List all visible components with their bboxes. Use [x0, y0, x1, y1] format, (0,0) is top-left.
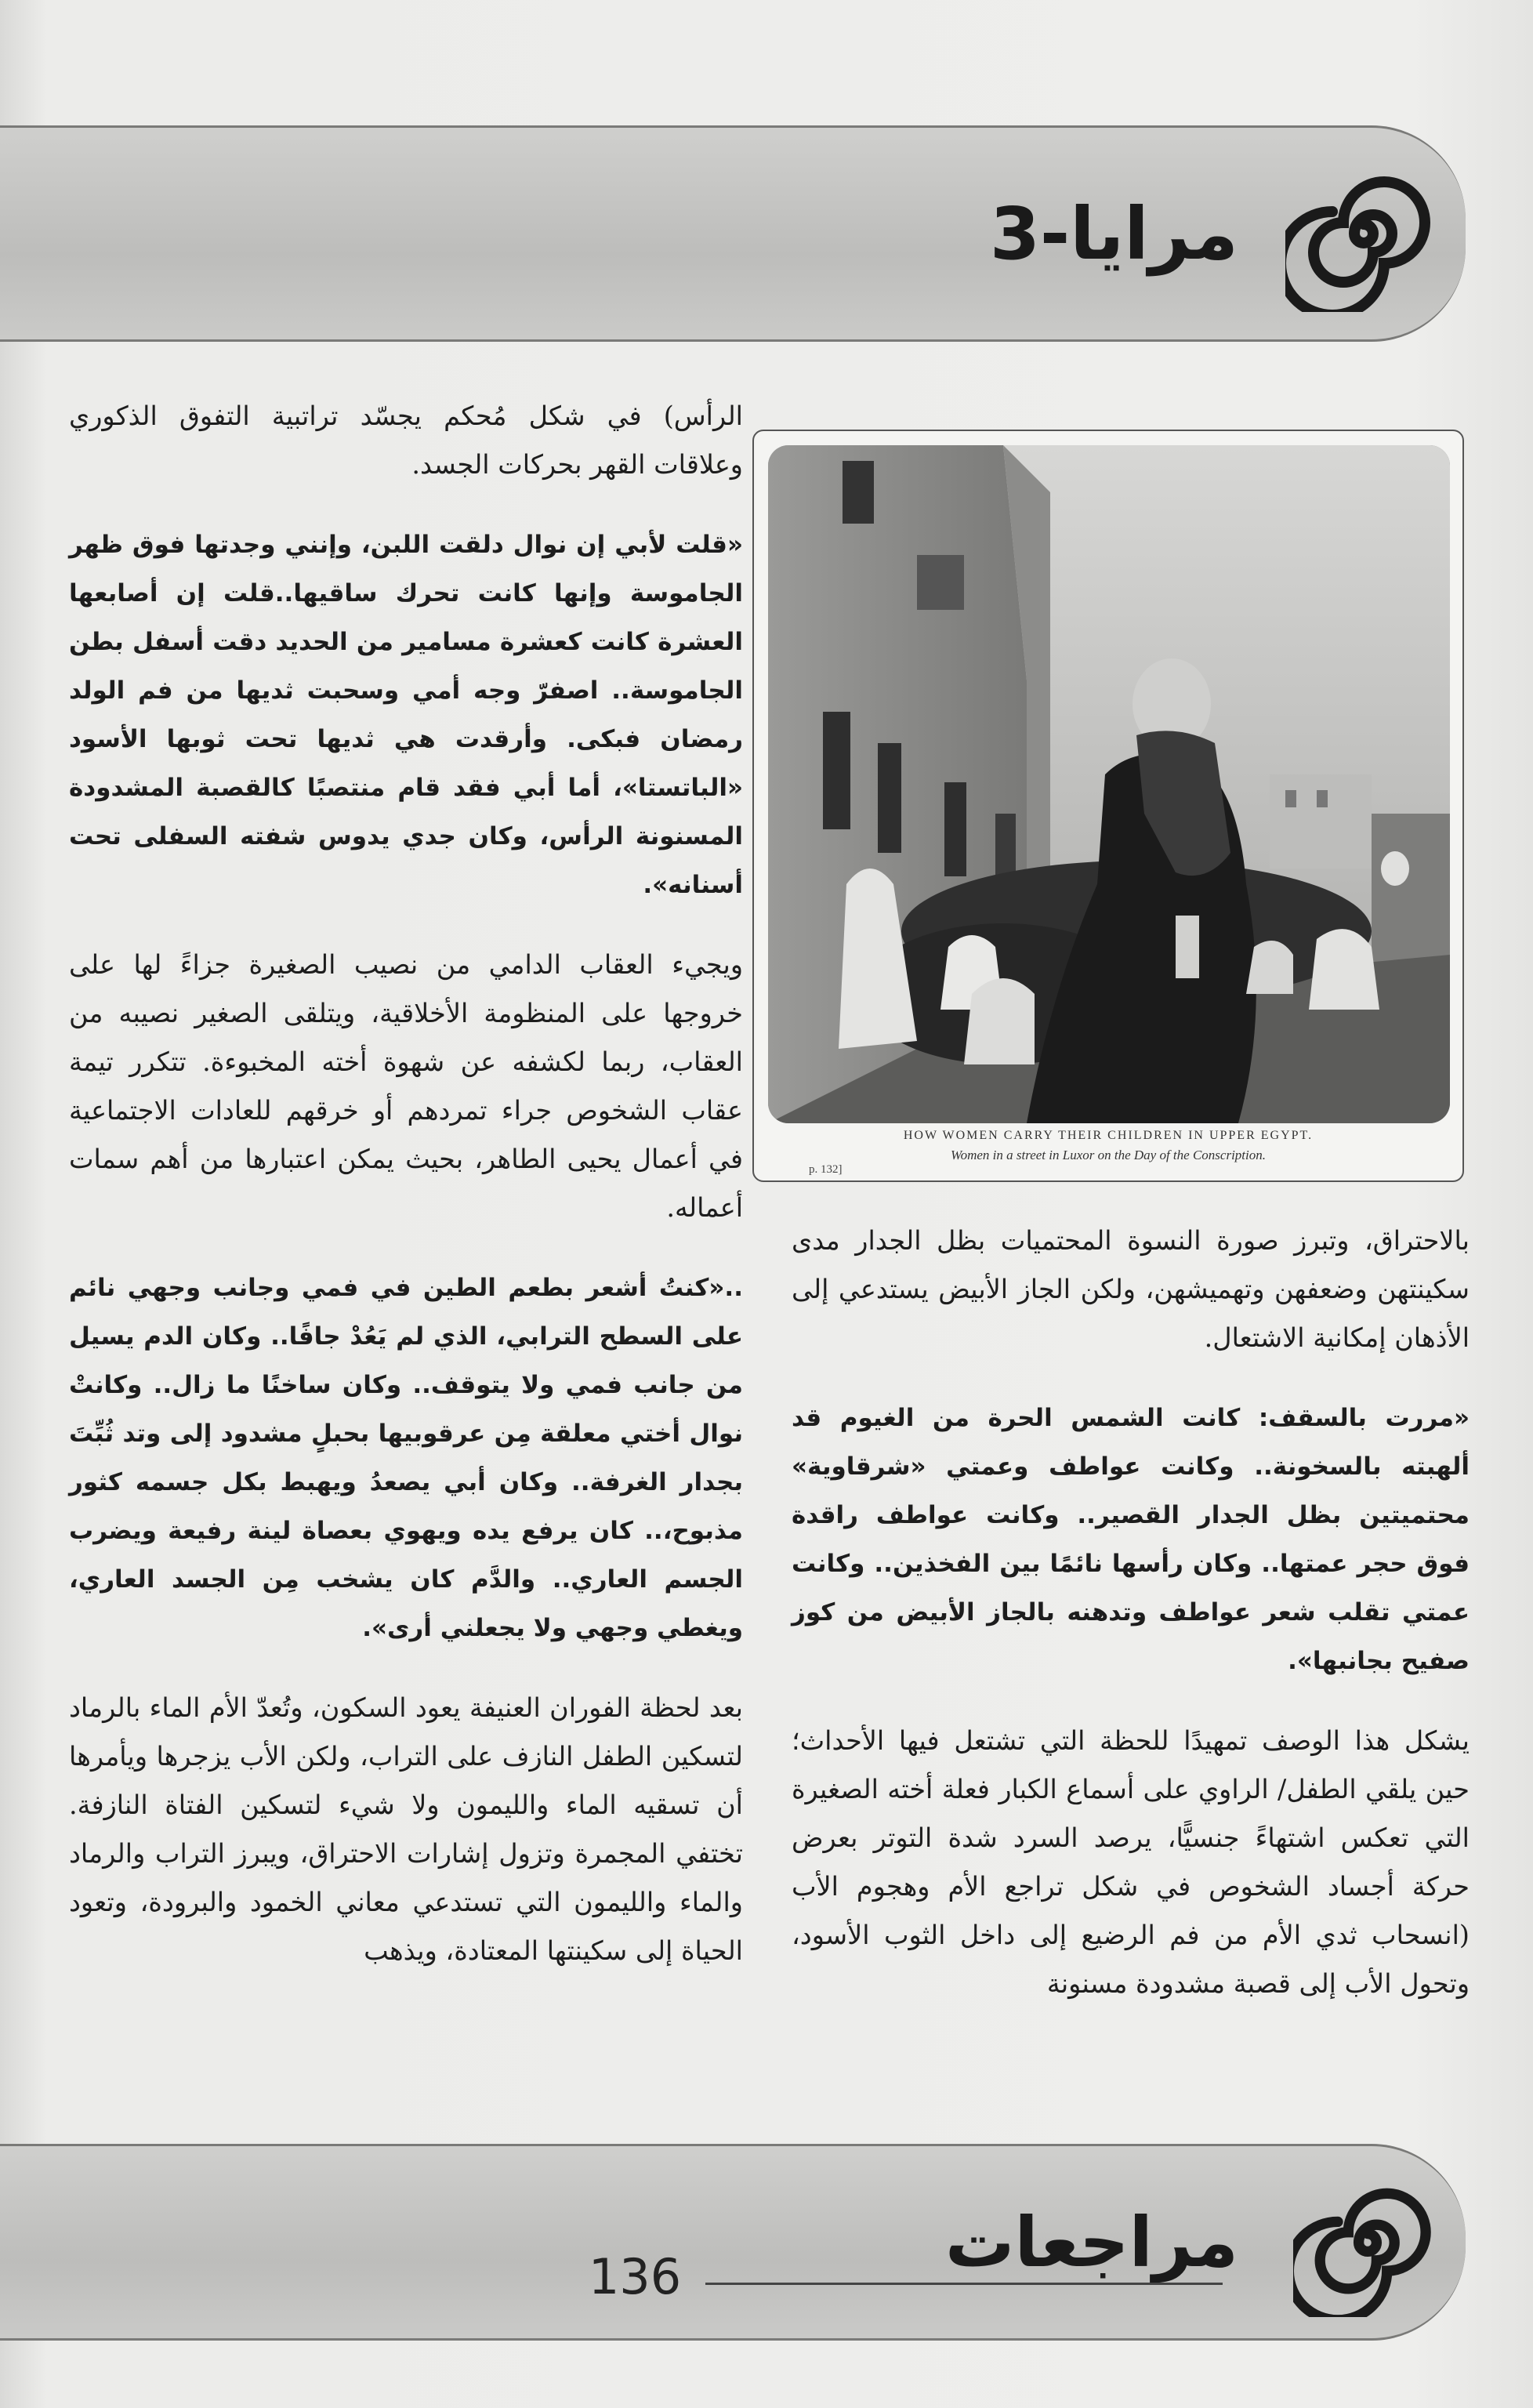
street-photo	[768, 445, 1450, 1123]
spiral-icon	[1285, 155, 1442, 312]
section-header-banner	[0, 125, 1466, 342]
article-column-right	[792, 1217, 1470, 2040]
article-column-left	[69, 392, 743, 2007]
quotation: «قلت لأبي إن نوال دلقت اللبن، وإنني وجدتها فوق ظهر الجاموسة وإنها كانت تحرك ساقيها..قلت إن أصابعها العشرة كانت كعشرة مسامير من الحديد دقت أسفل بطن الجاموسة.. اصفرّ وجه أمي وسحبت ثديها من فم الولد رمضان فبكى. وأرقدت هي ثديها تحت ثوبها الأسود «الباتستا»، أما أبي فقد قام منتصبًا كالقصبة المشدودة المسنونة الرأس، وكان جدي يدوس شفته السفلى تحت أسنانه».	[69, 531, 743, 899]
paragraph: يشكل هذا الوصف تمهيدًا للحظة التي تشتعل فيها الأحداث؛ حين يلقي الطفل/ الراوي على أسماع الكبار فعلة أخته الصغيرة التي تعكس اشتهاءً جنسيًّا، يرصد السرد شدة التوتر بعرض حركة أجساد الشخوص في شكل تراجع الأم وهجوم الأب (انسحاب ثدي الأم من فم الرضيع إلى داخل الثوب الأسود، وتحول الأب إلى قصبة مشدودة مسنونة	[792, 1725, 1470, 1999]
section-title: مرايا-3	[989, 191, 1238, 276]
paragraph: بعد لحظة الفوران العنيفة يعود السكون، وتُعدّ الأم الماء بالرماد لتسكين الطفل النازف على التراب، ولكن الأب يزجرها ويأمرها أن تسقيه الماء والليمون ولا شيء لتسكين الفتاة النازفة. تختفي المجمرة وتزول إشارات الاحتراق، ويبرز التراب والرماد والماء والليمون التي تستدعي معاني الخمود والبرودة، وتعود الحياة إلى سكينتها المعتادة، ويذهب	[69, 1692, 743, 1966]
paragraph: الرأس) في شكل مُحكم يجسّد تراتبية التفوق الذكوري وعلاقات القهر بحركات الجسد.	[69, 401, 743, 480]
section-footer-banner	[0, 2144, 1466, 2341]
photo-figure	[752, 430, 1464, 1182]
plate-label: p. 132]	[809, 1163, 843, 1176]
divider	[705, 2283, 1223, 2285]
quotation: ..«كنتُ أشعر بطعم الطين في فمي وجانب وجهي نائم على السطح الترابي، الذي لم يَعُدْ جافًا.. وكان الدم يسيل من جانب فمي ولا يتوقف.. وكان ساخنًا ما زال.. وكانتْ نوال أختي معلقة مِن عرقوبيها بحبلٍ مشدود إلى وتد ثُبِّتَ بجدار الغرفة.. وكان أبي يصعدُ ويهبط بكل جسمه كثور مذبوح،.. كان يرفع يده ويهوي بعصاة لينة رفيعة ويضرب الجسم العاري.. والدَّم كان يشخب مِن الجسد العاري، ويغطي وجهي ولا يجعلني أرى».	[69, 1274, 743, 1642]
quotation: «مررت بالسقف: كانت الشمس الحرة من الغيوم قد ألهبته بالسخونة.. وكانت عواطف وعمتي «شرقاوية» محتميتين بظل الجدار القصير.. وكانت عواطف راقدة فوق حجر عمتها.. وكان رأسها نائمًا بين الفخذين.. وكانت عمتي تقلب شعر عواطف وتدهنه بالجاز الأبيض من كوز صفيح بجانبها».	[792, 1404, 1470, 1675]
paragraph: بالاحتراق، وتبرز صورة النسوة المحتميات بظل الجدار مدى سكينتهن وضعفهن وتهميشهن، ولكن الجاز الأبيض يستدعي إلى الأذهان إمكانية الاشتعال.	[792, 1225, 1470, 1353]
paragraph: ويجيء العقاب الدامي من نصيب الصغيرة جزاءً لها على خروجها على المنظومة الأخلاقية، ويتلقى الصغير نصيبه من العقاب، ربما لكشفه عن شهوة أخته المخبوءة. تتكرر تيمة عقاب الشخوص جراء تمردهم أو خرقهم للعادات الاجتماعية في أعمال يحيى الطاهر، بحيث يمكن اعتبارها من أهم سمات أعماله.	[69, 949, 743, 1223]
photo-illustration	[768, 445, 1450, 1123]
footer-section-title: مراجعات	[945, 2202, 1238, 2283]
page-number: 136	[588, 2248, 682, 2305]
spiral-icon	[1293, 2168, 1442, 2317]
photo-subcaption: Women in a street in Luxor on the Day of the Conscription.	[951, 1148, 1266, 1162]
photo-caption: HOW WOMEN CARRY THEIR CHILDREN IN UPPER EGYPT.	[903, 1129, 1314, 1142]
